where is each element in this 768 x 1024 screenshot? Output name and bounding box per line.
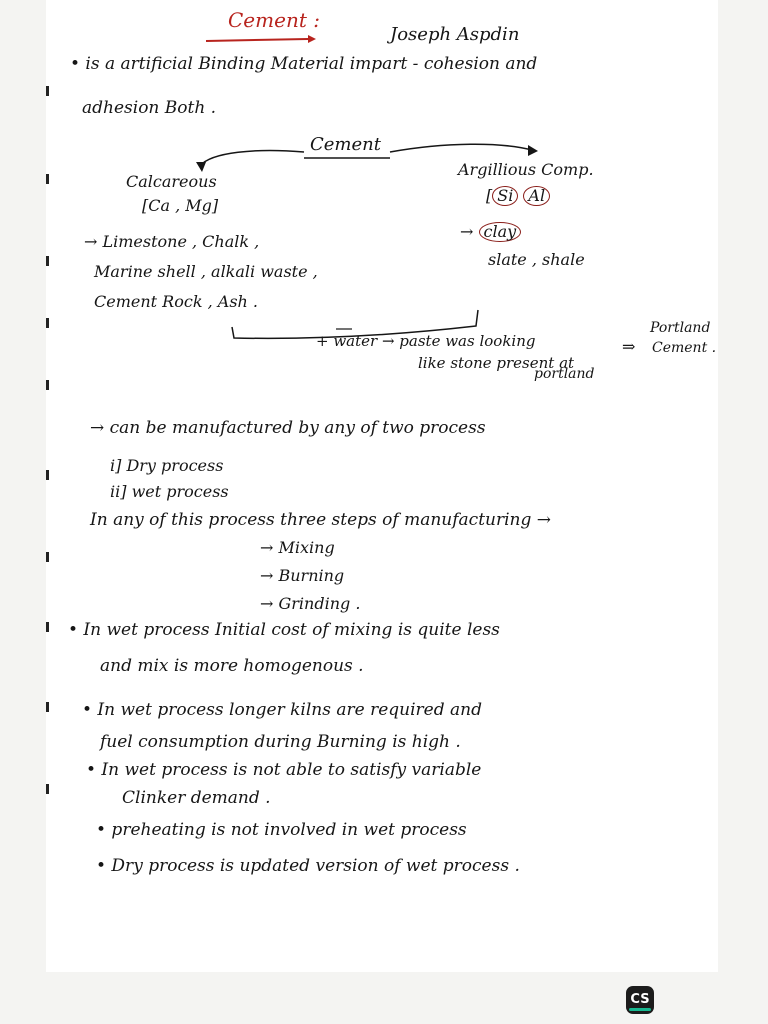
argillious-sources: slate , shale [488, 250, 585, 269]
step-burning: → Burning [260, 566, 345, 585]
note-1-line-2: and mix is more homogenous . [100, 656, 364, 676]
note-4: • preheating is not involved in wet process [96, 820, 467, 840]
calcareous-source-1: → Limestone , Chalk , [84, 232, 260, 251]
note-1-line-1: • In wet process Initial cost of mixing is quite less [68, 620, 500, 640]
aluminium-circled: Al [523, 186, 550, 206]
result-line-1: + water → paste was looking [316, 332, 536, 350]
process-item-dry: i] Dry process [110, 456, 224, 475]
calcareous-source-2: Marine shell , alkali waste , [94, 262, 318, 281]
result-arrow-icon: ⇒ [622, 337, 636, 356]
definition-line-1: • is a artificial Binding Material impart - cohesion and [70, 54, 538, 74]
note-3-line-2: Clinker demand . [122, 788, 271, 808]
calcareous-source-3: Cement Rock , Ash . [94, 292, 259, 311]
process-intro: → can be manufactured by any of two process [90, 418, 486, 438]
note-3-line-1: • In wet process is not able to satisfy variable [86, 760, 482, 780]
argillious-label: Argillious Comp. [458, 160, 594, 179]
process-item-wet: ii] wet process [110, 482, 229, 501]
step-mixing: → Mixing [260, 538, 335, 557]
notes-page [46, 0, 718, 972]
argillious-main-source [460, 222, 521, 242]
clay-circled: clay [479, 222, 522, 242]
steps-intro: In any of this process three steps of manufacturing → [90, 510, 552, 530]
product-line-1: Portland [650, 320, 711, 336]
diagram-root: Cement [310, 134, 381, 155]
page-title: Cement : [228, 8, 320, 32]
camscanner-logo: CS [626, 986, 654, 1014]
argillious-elements: [ Si Al [486, 186, 550, 206]
product-line-2: Cement . [652, 340, 717, 356]
result-line-3: portland [534, 366, 595, 382]
definition-line-2: adhesion Both . [82, 98, 217, 118]
silicon-circled: Si [492, 186, 518, 206]
step-grinding: → Grinding . [260, 594, 361, 613]
result-line-2: like stone present at [418, 354, 575, 372]
calcareous-elements: [Ca , Mg] [142, 196, 219, 215]
author-name: Joseph Aspdin [390, 24, 520, 45]
arrow-icon: → [460, 222, 474, 241]
calcareous-label: Calcareous [126, 172, 217, 191]
note-5: • Dry process is updated version of wet process . [96, 856, 520, 876]
note-2-line-2: fuel consumption during Burning is high . [100, 732, 461, 752]
note-2-line-1: • In wet process longer kilns are required and [82, 700, 482, 720]
